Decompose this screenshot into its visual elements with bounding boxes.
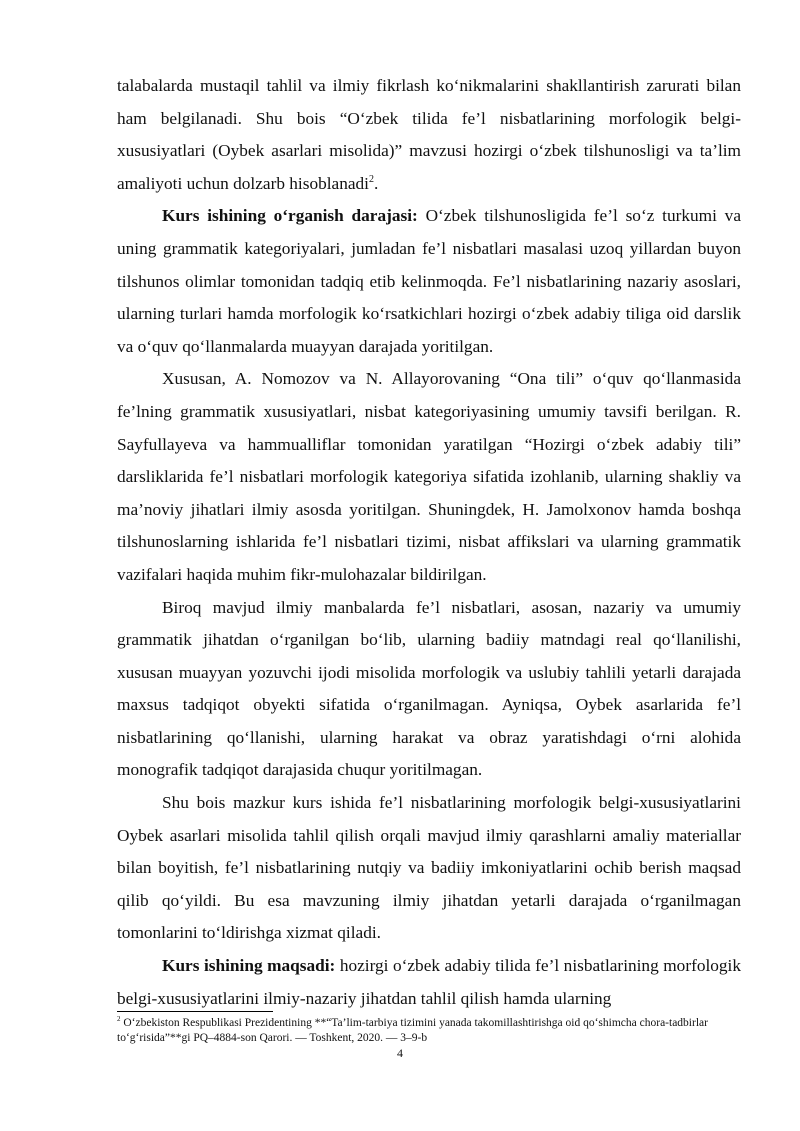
paragraph-text: O‘zbek tilshunosligida fe’l so‘z turkumi va uning grammatik kategoriyalari, jumladan fe’l nisbatlari masalasi uzoq yillardan buyon tilshunos olimlar tomonidan tadqiq etib kelinmoqda. Fe’l nisbatlarining nazariy asoslari, ularning turlari hamda morfologik ko‘rsatkichlari hozirgi o‘zbek adabiy tiliga oid darslik va o‘quv qo‘llanmalarda muayyan darajada yoritilgan. — [117, 206, 741, 356]
paragraph-text: Biroq mavjud ilmiy manbalarda fe’l nisbatlari, asosan, nazariy va umumiy grammatik jihatdan o‘rganilgan bo‘lib, ularning badiiy matndagi real qo‘llanilishi, xususan muayyan yozuvchi ijodi misolida morfologik va uslubiy tahlili yetarli darajada maxsus tadqiqot obyekti sifatida o‘rganilmagan. Ayniqsa, Oybek asarlarida fe’l nisbatlarining qo‘llanishi, ularning harakat va obraz yaratishdagi o‘rni alohida monografik tadqiqot darajasida chuqur yoritilmagan. — [117, 597, 741, 780]
paragraph-text-end: . — [373, 173, 379, 193]
footnote-separator — [117, 1011, 273, 1012]
paragraph-literature-review — [117, 363, 741, 591]
paragraph-text: Xususan, A. Nomozov va N. Allayorovaning “Ona tili” o‘quv qo‘llanmasida fe’lning grammatik xususiyatlari, nisbat kategoriyasining umumiy tavsifi berilgan. R. Sayfullayeva va hammualliflar tomonidan yaratilgan “Hozirgi o‘zbek adabiy tili” darsliklarida fe’l nisbatlari morfologik kategoriya sifatida izohlanib, ularning shakliy va ma’noviy jihatlari ilmiy asosda yoritilgan. Shuningdek, H. Jamolxonov hamda boshqa tilshunoslarning ishlarida fe’l nisbatlari tizimi, nisbat affikslari va ularning grammatik vazifalari haqida muhim fikr-mulohazalar bildirilgan. — [117, 369, 741, 584]
paragraph-text: talabalarda mustaqil tahlil va ilmiy fikrlash ko‘nikmalarini shakllantirish zarurati bilan ham belgilanadi. Shu bois “O‘zbek tilida fe’l nisbatlarining morfologik belgi-xususiyatlari (Oybek asarlari misolida)” mavzusi hozirgi o‘zbek tilshunosligi va ta’lim amaliyoti uchun dolzarb hisoblanadi — [117, 76, 741, 193]
paragraph-research-gap — [117, 592, 741, 788]
paragraph-text: Shu bois mazkur kurs ishida fe’l nisbatlarining morfologik belgi-xususiyatlarini Oybek asarlari misolida tahlil qilish orqali mavjud ilmiy qarashlarni amaliy materiallar bilan boyitish, fe’l nisbatlarining nutqiy va badiiy imkoniyatlarini ochib berish maqsad qilib qo‘yildi. Bu esa mavzuning ilmiy jihatdan yetarli darajada o‘rganilmagan tomonlarini to‘ldirishga xizmat qiladi. — [117, 793, 741, 943]
page-number: 4 — [397, 1046, 403, 1060]
section-heading-goal: Kurs ishining maqsadi: — [162, 956, 336, 976]
paragraph-text: hozirgi o‘zbek adabiy tilida fe’l nisbatlarining morfologik belgi-xususiyatlarini ilmiy-nazariy jihatdan tahlil qilish hamda ularning — [117, 956, 741, 1008]
footnote-number: 2 — [117, 1015, 121, 1024]
paragraph-intro-continuation — [117, 70, 741, 200]
footnote-text: O‘zbekiston Respublikasi Prezidentining **“Ta’lim-tarbiya tizimini yanada takomillashtirishga oid qo‘shimcha chora-tadbirlar to‘g‘risida”**gi PQ–4884-son Qarori. — Toshkent, 2020. — 3–9-b — [117, 1017, 708, 1044]
paragraph-study-level — [117, 200, 741, 363]
document-body — [117, 70, 741, 1015]
paragraph-course-aim-statement — [117, 787, 741, 950]
footnote-reference: 2 — [368, 174, 374, 186]
paragraph-course-goal — [117, 950, 741, 1015]
section-heading-study-level: Kurs ishining o‘rganish darajasi: — [162, 206, 418, 226]
footnote — [117, 1016, 741, 1046]
